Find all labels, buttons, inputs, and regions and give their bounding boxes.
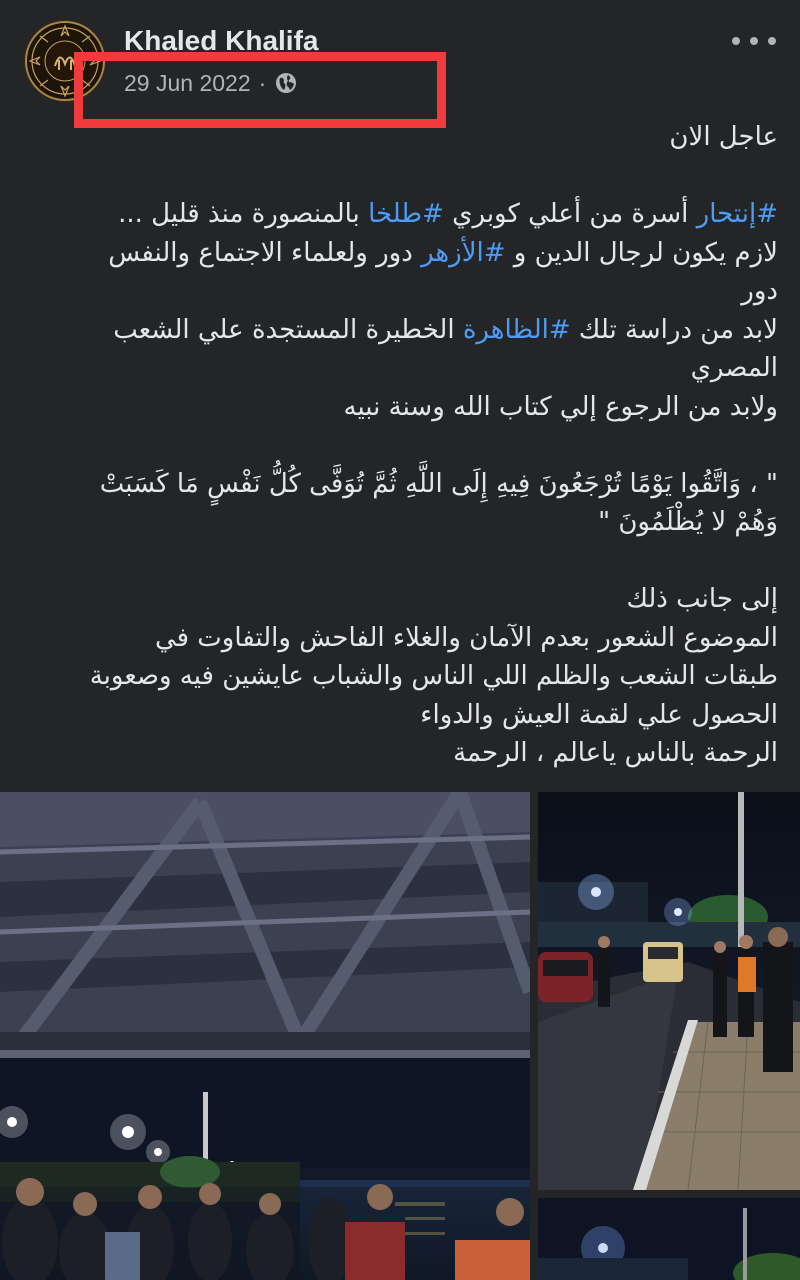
blank-line	[18, 426, 778, 465]
post-line: إلى جانب ذلك	[626, 584, 778, 614]
more-dot	[750, 37, 758, 45]
street-night-photo[interactable]	[538, 792, 800, 1190]
meta-separator: ·	[258, 70, 267, 96]
post-line	[18, 195, 778, 234]
post-line: دور	[741, 276, 778, 306]
bridge-crowd-photo[interactable]	[0, 792, 530, 1280]
author-name[interactable]: Khaled Khalifa	[124, 25, 319, 56]
post-text-segment: دور ولعلماء الاجتماع والنفس	[108, 237, 422, 268]
post-line: المصري	[690, 353, 778, 383]
post-line: الرحمة بالناس ياعالم ، الرحمة	[453, 738, 778, 768]
post-date[interactable]: 29 Jun 2022	[124, 70, 251, 96]
post-body	[18, 118, 778, 773]
street-night-photo-2[interactable]	[538, 1198, 800, 1280]
photo-grid	[0, 792, 800, 1280]
highlight-annotation-box	[74, 52, 446, 128]
post-header	[0, 0, 800, 120]
hashtag-link[interactable]: #الأزهر	[421, 237, 506, 268]
blank-line	[18, 542, 778, 581]
post-line: الحصول علي لقمة العيش والدواء	[420, 699, 778, 730]
post-text-segment: لابد من دراسة تلك	[570, 314, 778, 345]
post-text-segment: أسرة من أعلي كوبري	[443, 199, 697, 229]
post-line: الموضوع الشعور بعدم الآمان والغلاء الفاحش والتفاوت في	[154, 622, 778, 653]
post-text-segment: بالمنصورة منذ قليل ...	[118, 199, 369, 229]
post-line: ولابد من الرجوع إلي كتاب الله وسنة نبيه	[343, 391, 778, 422]
more-dot	[732, 37, 740, 45]
quran-verse-line: " ، وَاتَّقُوا يَوْمًا تُرْجَعُونَ فِيهِ إِلَى اللَّهِ ثُمَّ تُوَفَّى كُلُّ نَفْسٍ مَا كَسَبَتْ	[99, 468, 778, 499]
post-line	[18, 311, 778, 350]
post-line	[18, 234, 778, 273]
post-line: طبقات الشعب والظلم اللي الناس والشباب عايشين فيه وصعوبة	[89, 661, 778, 691]
hashtag-link[interactable]: #الظاهرة	[462, 314, 571, 345]
blank-line	[18, 157, 778, 196]
hashtag-link[interactable]: #إنتحار	[696, 199, 778, 229]
hashtag-link[interactable]: #طلخا	[368, 199, 444, 229]
quran-verse-line: وَهُمْ لا يُظْلَمُونَ "	[598, 507, 778, 537]
post-text-segment: لازم يكون لرجال الدين و	[505, 237, 778, 268]
post-text-segment: الخطيرة المستجدة علي الشعب	[113, 314, 463, 345]
more-options-icon[interactable]	[732, 26, 776, 56]
post-line: عاجل الان	[669, 122, 778, 152]
more-dot	[768, 37, 776, 45]
